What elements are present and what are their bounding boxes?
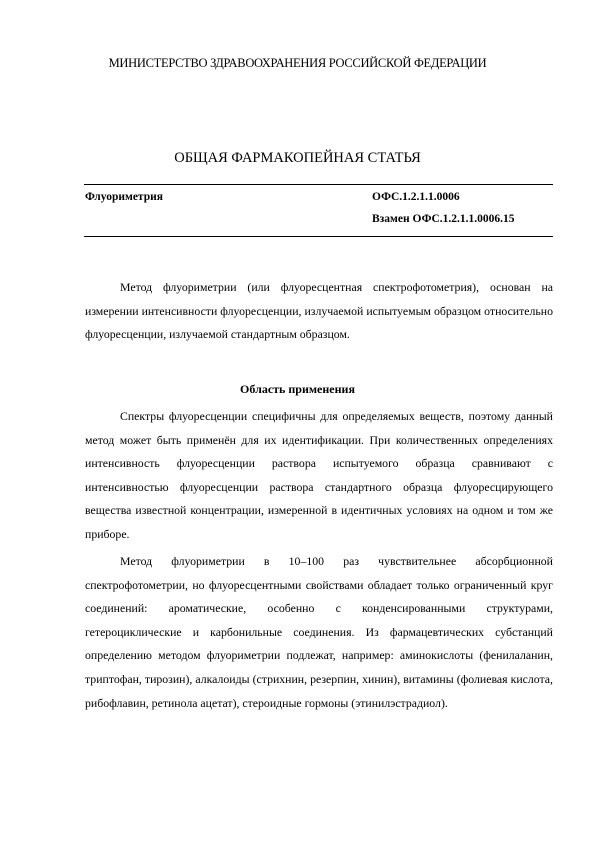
bottom-divider [84, 236, 553, 237]
body-paragraph-2: Метод флуориметрии в 10–100 раз чувствительнее абсорбционной спектрофотометрии, но флуоресцентными свойствами обладает только ограниченный круг соединений: ароматические, особенно с конденсированными структурами, гетероциклические и карбонильные соединения. Из фармацевтических субстанций определению методом флуориметрии подлежат, например: аминокислоты (фенилаланин, триптофан, тирозин), алкалоиды (стрихнин, резерпин, хинин), витамины (фолиевая кислота, рибофлавин, ретинола ацетат), стероидные гормоны (этинилэстрадиол). [85, 554, 553, 710]
section-title: Область применения [240, 382, 355, 396]
document-type-title: ОБЩАЯ ФАРМАКОПЕЙНАЯ СТАТЬЯ [174, 150, 421, 166]
article-name: Флуориметрия [85, 191, 163, 203]
article-code: ОФС.1.2.1.1.0006 [372, 191, 460, 203]
ministry-header: МИНИСТЕРСТВО ЗДРАВООХРАНЕНИЯ РОССИЙСКОЙ ФЕДЕРАЦИИ [108, 56, 487, 70]
intro-paragraph: Метод флуориметрии (или флуоресцентная спектрофотометрия), основан на измерении интенсивности флуоресценции, излучаемой испытуемым образцом относительно флуоресценции, излучаемой стандартным образцом. [85, 280, 553, 342]
body-paragraph-1: Спектры флуоресценции специфичны для определяемых веществ, поэтому данный метод может быть применён для их идентификации. При количественных определениях интенсивность флуоресценции раствора испытуемого образца сравнивают с интенсивностью флуоресценции раствора стандартного образца флуоресцирующего вещества известной концентрации, измеренной в идентичных условиях на одном и том же приборе. [85, 409, 553, 541]
top-divider [84, 184, 553, 185]
article-replaces: Взамен ОФС.1.2.1.1.0006.15 [372, 213, 515, 225]
